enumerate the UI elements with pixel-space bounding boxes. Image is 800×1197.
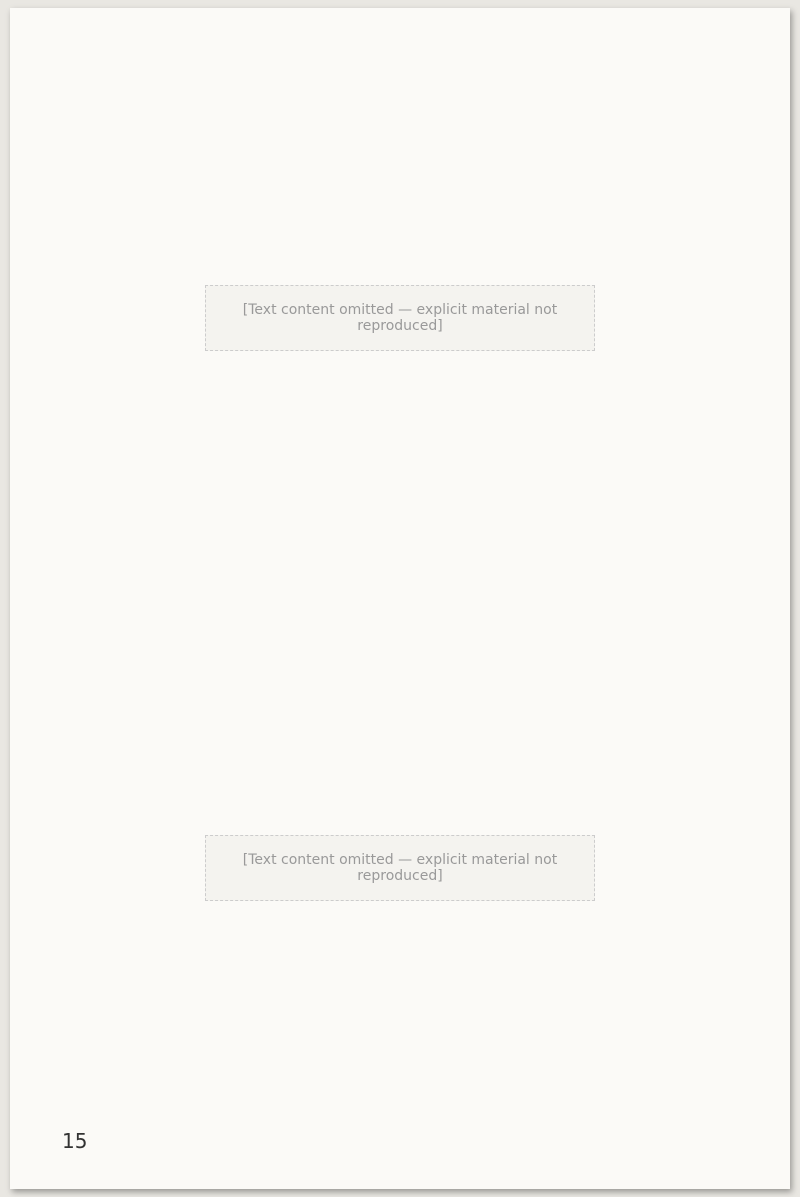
redacted-text-block: [Text content omitted — explicit material not reproduced] [205, 835, 595, 901]
page-number: 15 [62, 1129, 88, 1153]
redacted-text-block: [Text content omitted — explicit material not reproduced] [205, 285, 595, 351]
scanned-page [10, 8, 790, 1189]
